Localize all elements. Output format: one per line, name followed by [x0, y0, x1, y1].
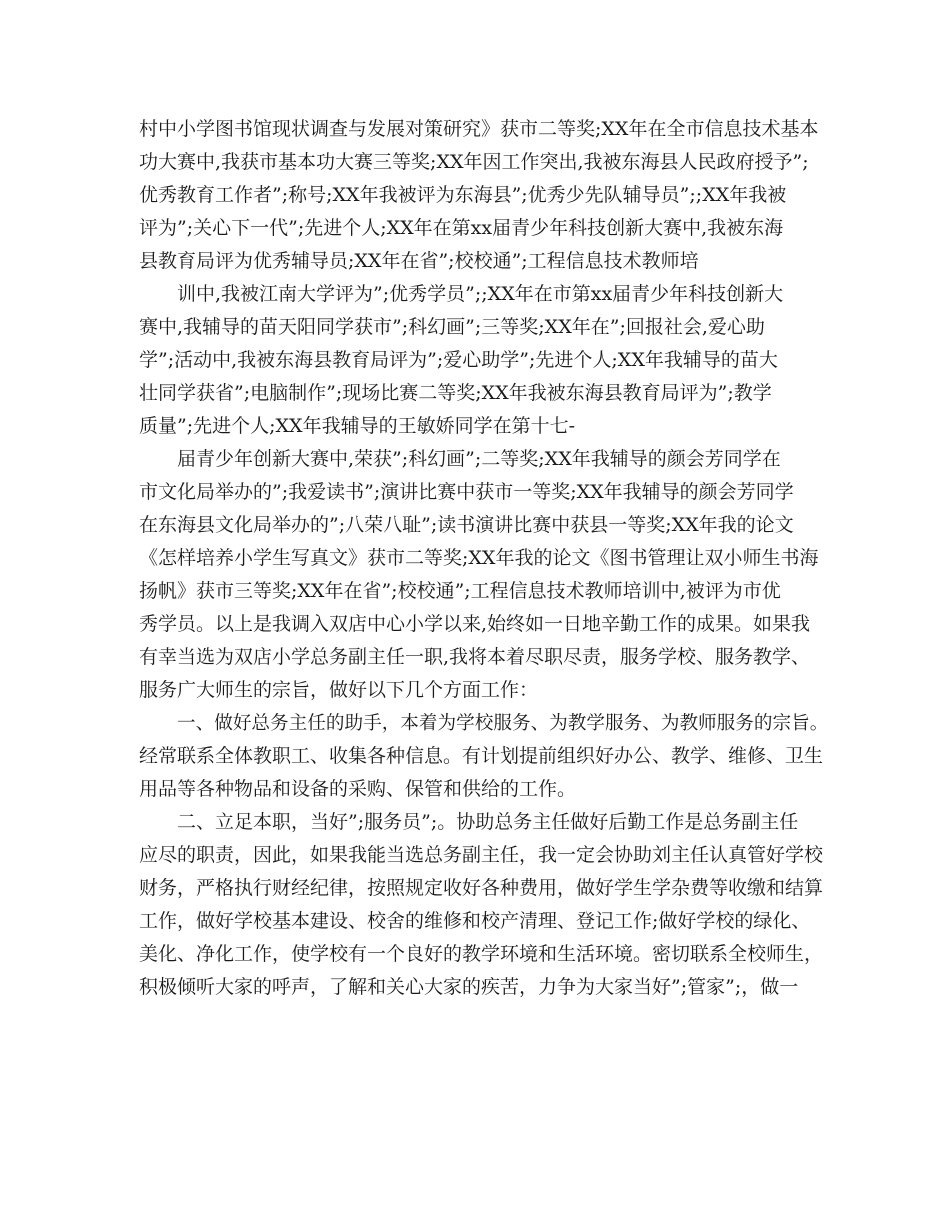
- text-line: 优秀教育工作者”;称号;XX年我被评为东海县”;优秀少先队辅导员”;;XX年我被: [139, 184, 787, 206]
- text-line: 扬帆》获市三等奖;XX年在省”;校校通”;工程信息技术教师培训中,被评为市优: [139, 580, 781, 602]
- text-line: 财务，严格执行财经纪律，按照规定收好各种费用，做好学生学杂费等收缴和结算: [139, 877, 824, 899]
- text-line: 《怎样培养小学生写真文》获市二等奖;XX年我的论文《图书管理让双小师生书海: [139, 547, 819, 569]
- text-line: 评为”;关心下一代”;先进个人;XX年在第xx届青少年科技创新大赛中,我被东海: [139, 217, 784, 239]
- text-line: 有幸当选为双店小学总务副主任一职,我将本着尽职尽责，服务学校、服务教学、: [139, 646, 811, 668]
- text-line: 县教育局评为优秀辅导员;XX年在省”;校校通”;工程信息技术教师培: [139, 250, 699, 272]
- paragraph: [139, 806, 829, 1004]
- text-line: 赛中,我辅导的苗天阳同学获市”;科幻画”;三等奖;XX年在”;回报社会,爱心助: [139, 316, 765, 338]
- text-line: 经常联系全体教职工、收集各种信息。有计划提前组织好办公、教学、维修、卫生: [139, 745, 824, 767]
- text-line: 村中小学图书馆现状调查与发展对策研究》获市二等奖;XX年在全市信息技术基本: [139, 118, 819, 140]
- document-body: [139, 113, 829, 1004]
- paragraph: [139, 707, 829, 806]
- text-line: 壮同学获省”;电脑制作”;现场比赛二等奖;XX年我被东海县教育局评为”;教学: [139, 382, 772, 404]
- text-line: 二、立足本职，当好”;服务员”;。协助总务主任做好后勤工作是总务副主任: [177, 811, 799, 833]
- text-line: 功大赛中,我获市基本功大赛三等奖;XX年因工作突出,我被东海县人民政府授予”;: [139, 151, 809, 173]
- text-line: 美化、净化工作，使学校有一个良好的教学环境和生活环境。密切联系全校师生，: [139, 943, 824, 965]
- text-line: 市文化局举办的”;我爱读书”;演讲比赛中获市一等奖;XX年我辅导的颜会芳同学: [139, 481, 794, 503]
- text-line: 服务广大师生的宗旨，做好以下几个方面工作：: [139, 679, 539, 701]
- text-line: 工作，做好学校基本建设、校舍的维修和校产清理、登记工作;做好学校的绿化、: [139, 910, 811, 932]
- paragraph: [139, 113, 829, 278]
- text-line: 学”;活动中,我被东海县教育局评为”;爱心助学”;先进个人;XX年我辅导的苗大: [139, 349, 778, 371]
- text-line: 积极倾听大家的呼声，了解和关心大家的疾苦，力争为大家当好”;管家”;，做一: [139, 976, 799, 998]
- text-line: 在东海县文化局举办的”;八荣八耻”;读书演讲比赛中获县一等奖;XX年我的论文: [139, 514, 794, 536]
- text-line: 秀学员。以上是我调入双店中心小学以来,始终如一日地辛勤工作的成果。如果我: [139, 613, 811, 635]
- paragraph: [139, 443, 829, 707]
- text-line: 质量”;先进个人;XX年我辅导的王敏娇同学在第十七-: [139, 415, 575, 437]
- text-line: 用品等各种物品和设备的采购、保管和供给的工作。: [139, 778, 577, 800]
- text-line: 应尽的职责，因此，如果我能当选总务副主任，我一定会协助刘主任认真管好学校: [139, 844, 824, 866]
- paragraph: [139, 278, 829, 443]
- text-line: 届青少年创新大赛中,荣获”;科幻画”;二等奖;XX年我辅导的颜会芳同学在: [177, 448, 781, 470]
- text-line: 训中,我被江南大学评为”;优秀学员”;;XX年在市第xx届青少年科技创新大: [177, 283, 784, 305]
- text-line: 一、做好总务主任的助手，本着为学校服务、为教学服务、为教师服务的宗旨。: [177, 713, 829, 734]
